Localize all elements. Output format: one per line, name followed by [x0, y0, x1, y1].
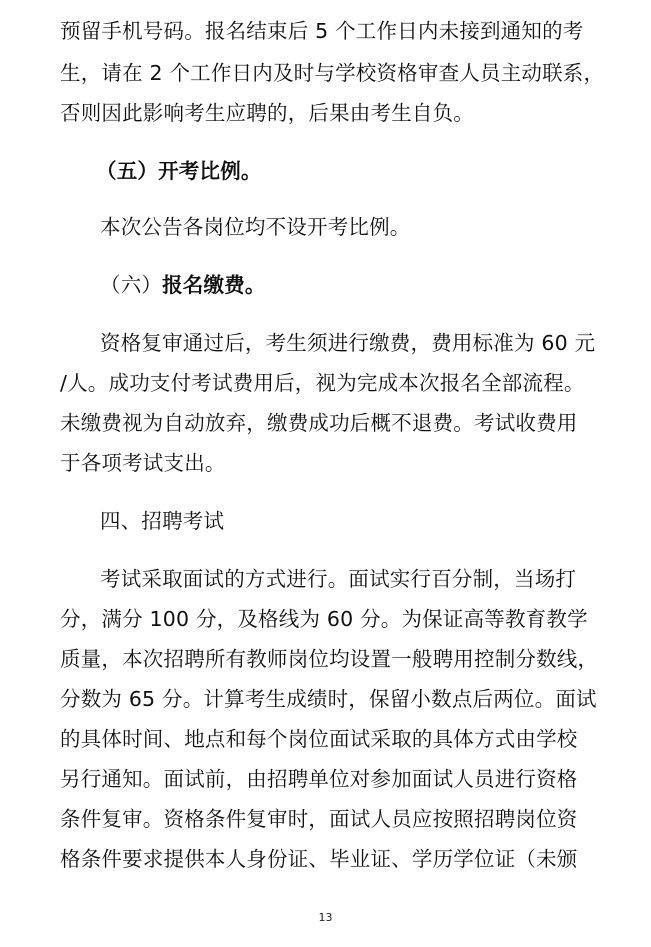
section-heading-6	[100, 270, 651, 300]
paragraph-line: 分，满分 100 分，及格线为 60 分。为保证高等教育教学	[60, 607, 588, 631]
paragraph-line: 否则因此影响考生应聘的，后果由考生自负。	[60, 101, 474, 125]
paragraph-line: 条件复审。资格条件复审时，面试人员应按照招聘岗位资	[60, 807, 578, 831]
section-heading-5: （五）开考比例。	[96, 159, 262, 183]
paragraph-line: 考试采取面试的方式进行。面试实行百分制，当场打	[100, 567, 577, 591]
paragraph-line: 另行通知。面试前，由招聘单位对参加面试人员进行资格	[60, 767, 578, 791]
paragraph-line: 本次公告各岗位均不设开考比例。	[100, 215, 411, 239]
paragraph-line: 分数为 65 分。计算考生成绩时，保留小数点后两位。面试	[60, 687, 597, 711]
paragraph-line: 的具体时间、地点和每个岗位面试采取的具体方式由学校	[60, 727, 578, 751]
paragraph-line: 生，请在 2 个工作日内及时与学校资格审查人员主动联系，	[60, 61, 605, 85]
paragraph-line: 质量，本次招聘所有教师岗位均设置一般聘用控制分数线，	[60, 647, 599, 671]
heading-title: 报名缴费。	[162, 273, 266, 297]
section-heading-4: 四、招聘考试	[100, 509, 225, 533]
heading-prefix: （六）	[100, 273, 163, 297]
paragraph-line: 预留手机号码。报名结束后 5 个工作日内未接到通知的考	[60, 19, 584, 43]
page-number: 13	[318, 911, 333, 924]
paragraph-line: 于各项考试支出。	[60, 451, 226, 475]
paragraph-line: 格条件要求提供本人身份证、毕业证、学历学位证（未颁	[60, 847, 578, 871]
paragraph-line: 未缴费视为自动放弃，缴费成功后概不退费。考试收费用	[60, 411, 578, 435]
paragraph-line: /人。成功支付考试费用后，视为完成本次报名全部流程。	[60, 371, 585, 395]
paragraph-line: 资格复审通过后，考生须进行缴费，费用标准为 60 元	[100, 331, 596, 355]
